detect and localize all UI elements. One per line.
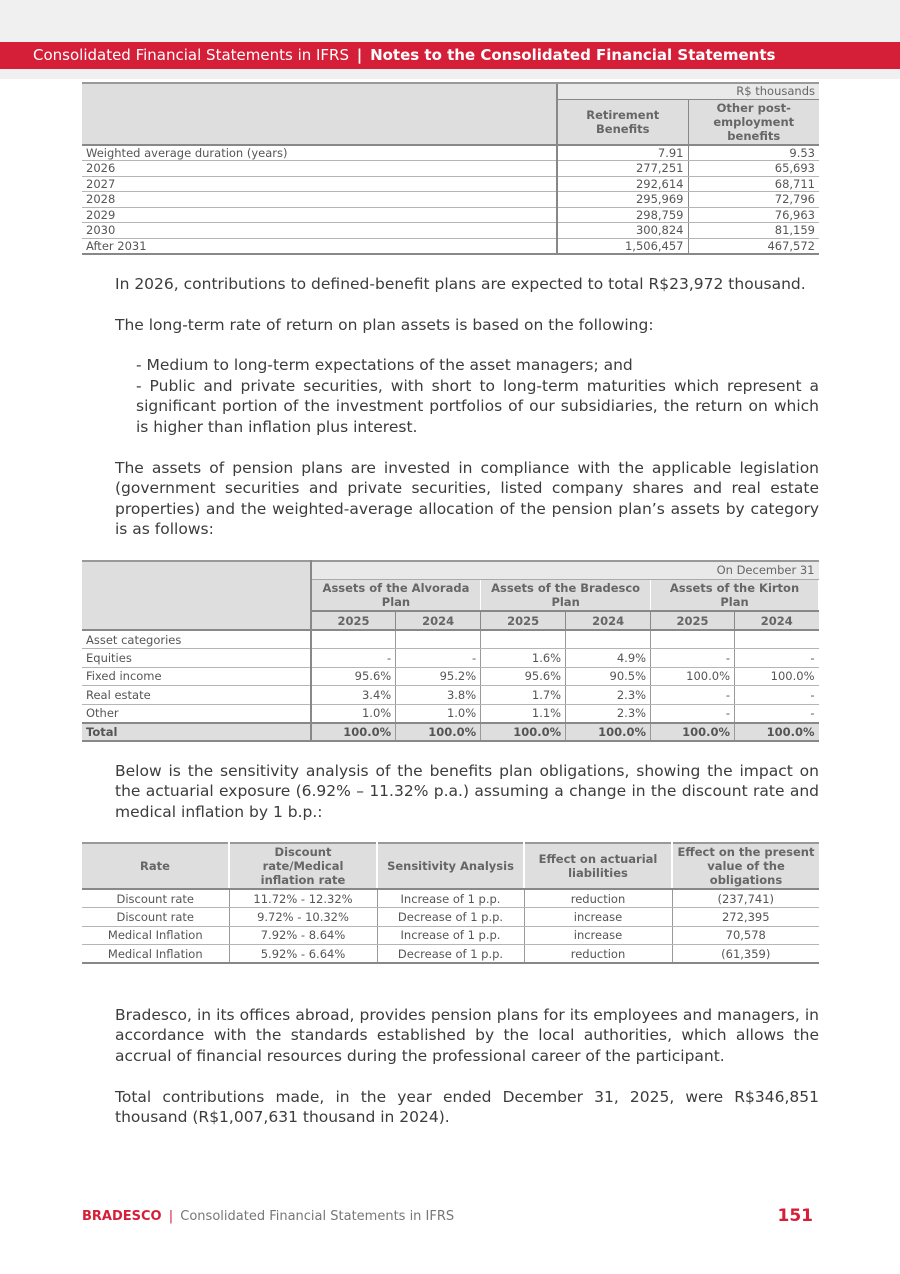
section-label: Asset categories: [82, 630, 311, 649]
cell-value: (237,741): [672, 889, 819, 908]
year-header: 2025: [311, 611, 396, 630]
row-label: Fixed income: [82, 667, 311, 686]
cell-value: 1.7%: [481, 686, 566, 705]
cell-value: 295,969: [557, 192, 688, 208]
cell-value: 272,395: [672, 908, 819, 927]
year-header: 2024: [566, 611, 651, 630]
cell-value: 1.6%: [481, 649, 566, 668]
cell-value: 90.5%: [566, 667, 651, 686]
row-label: 2030: [82, 223, 557, 239]
cell-value: 467,572: [688, 238, 819, 254]
row-label: 2029: [82, 207, 557, 223]
cell-value: [396, 630, 481, 649]
cell-value: 1.0%: [396, 704, 481, 723]
cell-value: 95.2%: [396, 667, 481, 686]
cell-value: 100.0%: [311, 723, 396, 742]
cell-value: Increase of 1 p.p.: [377, 889, 524, 908]
cell-value: 70,578: [672, 926, 819, 945]
table-row: [82, 145, 819, 161]
cell-value: [481, 630, 566, 649]
cell-value: 2.3%: [566, 704, 651, 723]
sensitivity-analysis-table: [82, 842, 819, 964]
benefit-payments-table: [82, 82, 819, 255]
table-row: [82, 223, 819, 239]
table-row: [82, 926, 819, 945]
cell-value: [735, 630, 819, 649]
cell-value: 4.9%: [566, 649, 651, 668]
paragraph-sensitivity-intro: Below is the sensitivity analysis of the benefits plan obligations, showing the impact on the actuarial exposure (6.92% – 11.32% p.a.) assuming a change in the discount rate and medical inflation by 1 b.p.:: [115, 762, 819, 821]
cell-value: 7.91: [557, 145, 688, 161]
table-row: [82, 704, 819, 723]
cell-value: 7.92% - 8.64%: [229, 926, 377, 945]
cell-value: 76,963: [688, 207, 819, 223]
cell-value: 300,824: [557, 223, 688, 239]
cell-value: 3.8%: [396, 686, 481, 705]
cell-value: Medical Inflation: [82, 926, 229, 945]
col-header-discount-rate: Discount rate/Medical inflation rate: [229, 843, 377, 889]
cell-value: 277,251: [557, 161, 688, 177]
paragraph-return-basis: The long-term rate of return on plan assets is based on the following:: [115, 316, 654, 334]
cell-value: 100.0%: [735, 723, 819, 742]
cell-value: 100.0%: [651, 667, 735, 686]
cell-value: 1.1%: [481, 704, 566, 723]
header-section: Notes to the Consolidated Financial Statements: [370, 46, 776, 64]
cell-value: 100.0%: [396, 723, 481, 742]
table-row: [82, 908, 819, 927]
paragraph-contributions-expected: In 2026, contributions to defined-benefit plans are expected to total R$23,972 thousand.: [115, 275, 806, 293]
cell-value: 5.92% - 6.64%: [229, 945, 377, 964]
top-band: [0, 0, 900, 42]
header-bar: [0, 42, 900, 69]
group-header-bradesco: Assets of the Bradesco Plan: [481, 579, 651, 611]
cell-value: 100.0%: [651, 723, 735, 742]
col-header-retirement: Retirement Benefits: [557, 99, 688, 145]
table-unit: R$ thousands: [557, 83, 819, 99]
cell-value: -: [651, 649, 735, 668]
row-label: Other: [82, 704, 311, 723]
table-row: [82, 630, 819, 649]
col-header-effect-liabilities: Effect on actuarial liabilities: [524, 843, 672, 889]
year-header: 2025: [481, 611, 566, 630]
cell-value: 68,711: [688, 176, 819, 192]
page-number: 151: [777, 1206, 813, 1226]
cell-value: 1.0%: [311, 704, 396, 723]
table-row: [82, 238, 819, 254]
paragraph-total-contributions: Total contributions made, in the year ended December 31, 2025, were R$346,851 thousand (R$1,007,631 thousand in 2024).: [115, 1088, 819, 1127]
paragraph-offices-abroad: Bradesco, in its offices abroad, provides pension plans for its employees and managers, in accordance with the standards established by the local authorities, which allows the accrual of financial resources during the professional career of the participant.: [115, 1006, 819, 1065]
cell-value: [311, 630, 396, 649]
cell-value: 292,614: [557, 176, 688, 192]
cell-value: (61,359): [672, 945, 819, 964]
footer: [82, 1209, 454, 1224]
cell-value: -: [735, 686, 819, 705]
cell-value: 100.0%: [735, 667, 819, 686]
total-row: [82, 723, 819, 742]
table-header-blank: [82, 561, 311, 630]
cell-value: [651, 630, 735, 649]
cell-value: -: [735, 704, 819, 723]
table-row: [82, 889, 819, 908]
cell-value: 11.72% - 12.32%: [229, 889, 377, 908]
table-row: [82, 686, 819, 705]
cell-value: Decrease of 1 p.p.: [377, 945, 524, 964]
table-header-blank: [82, 83, 557, 145]
header-underband: [0, 69, 900, 79]
plan-assets-allocation-table: [82, 560, 819, 742]
col-header-effect-present-value: Effect on the present value of the obligations: [672, 843, 819, 889]
cell-value: 100.0%: [566, 723, 651, 742]
cell-value: Medical Inflation: [82, 945, 229, 964]
cell-value: reduction: [524, 945, 672, 964]
row-label: Weighted average duration (years): [82, 145, 557, 161]
table-row: [82, 207, 819, 223]
cell-value: -: [735, 649, 819, 668]
col-header-rate: Rate: [82, 843, 229, 889]
cell-value: Discount rate: [82, 889, 229, 908]
cell-value: 95.6%: [311, 667, 396, 686]
cell-value: Decrease of 1 p.p.: [377, 908, 524, 927]
cell-value: -: [311, 649, 396, 668]
footer-title: Consolidated Financial Statements in IFRS: [180, 1209, 455, 1224]
bullet-securities: - Public and private securities, with short to long-term maturities which represent a significant portion of the investment portfolios of our subsidiaries, the return on which is higher than inflation plus interest.: [136, 377, 819, 436]
cell-value: [566, 630, 651, 649]
cell-value: -: [651, 704, 735, 723]
cell-value: Discount rate: [82, 908, 229, 927]
group-header-alvorada: Assets of the Alvorada Plan: [311, 579, 481, 611]
cell-value: 100.0%: [481, 723, 566, 742]
cell-value: -: [396, 649, 481, 668]
cell-value: increase: [524, 926, 672, 945]
header-title: Consolidated Financial Statements in IFRS: [33, 46, 350, 64]
cell-value: 81,159: [688, 223, 819, 239]
table-row: [82, 192, 819, 208]
year-header: 2024: [735, 611, 819, 630]
col-header-other-post: Other post-employment benefits: [688, 99, 819, 145]
paragraph-pension-assets: The assets of pension plans are invested in compliance with the applicable legislation (government securities and private securities, listed company shares and real estate properties) and the weighted-average allocation of the pension plan’s assets by category is as follows:: [115, 459, 819, 538]
row-label: 2026: [82, 161, 557, 177]
cell-value: 9.53: [688, 145, 819, 161]
cell-value: increase: [524, 908, 672, 927]
footer-brand: BRADESCO: [82, 1209, 162, 1224]
footer-separator: |: [168, 1209, 174, 1224]
group-header-kirton: Assets of the Kirton Plan: [651, 579, 819, 611]
row-label: Total: [82, 723, 311, 742]
cell-value: 9.72% - 10.32%: [229, 908, 377, 927]
cell-value: 2.3%: [566, 686, 651, 705]
cell-value: 65,693: [688, 161, 819, 177]
row-label: After 2031: [82, 238, 557, 254]
cell-value: 1,506,457: [557, 238, 688, 254]
table-row: [82, 649, 819, 668]
cell-value: 3.4%: [311, 686, 396, 705]
table-row: [82, 176, 819, 192]
cell-value: reduction: [524, 889, 672, 908]
table-row: [82, 161, 819, 177]
row-label: 2028: [82, 192, 557, 208]
cell-value: Increase of 1 p.p.: [377, 926, 524, 945]
year-header: 2024: [396, 611, 481, 630]
year-header: 2025: [651, 611, 735, 630]
row-label: Equities: [82, 649, 311, 668]
cell-value: 95.6%: [481, 667, 566, 686]
table-row: [82, 667, 819, 686]
bullet-asset-managers: - Medium to long-term expectations of the asset managers; and: [136, 356, 633, 374]
row-label: Real estate: [82, 686, 311, 705]
cell-value: -: [651, 686, 735, 705]
table-unit: On December 31: [311, 561, 819, 579]
row-label: 2027: [82, 176, 557, 192]
table-row: [82, 945, 819, 964]
cell-value: 298,759: [557, 207, 688, 223]
header-separator: |: [356, 46, 363, 64]
col-header-sensitivity: Sensitivity Analysis: [377, 843, 524, 889]
cell-value: 72,796: [688, 192, 819, 208]
